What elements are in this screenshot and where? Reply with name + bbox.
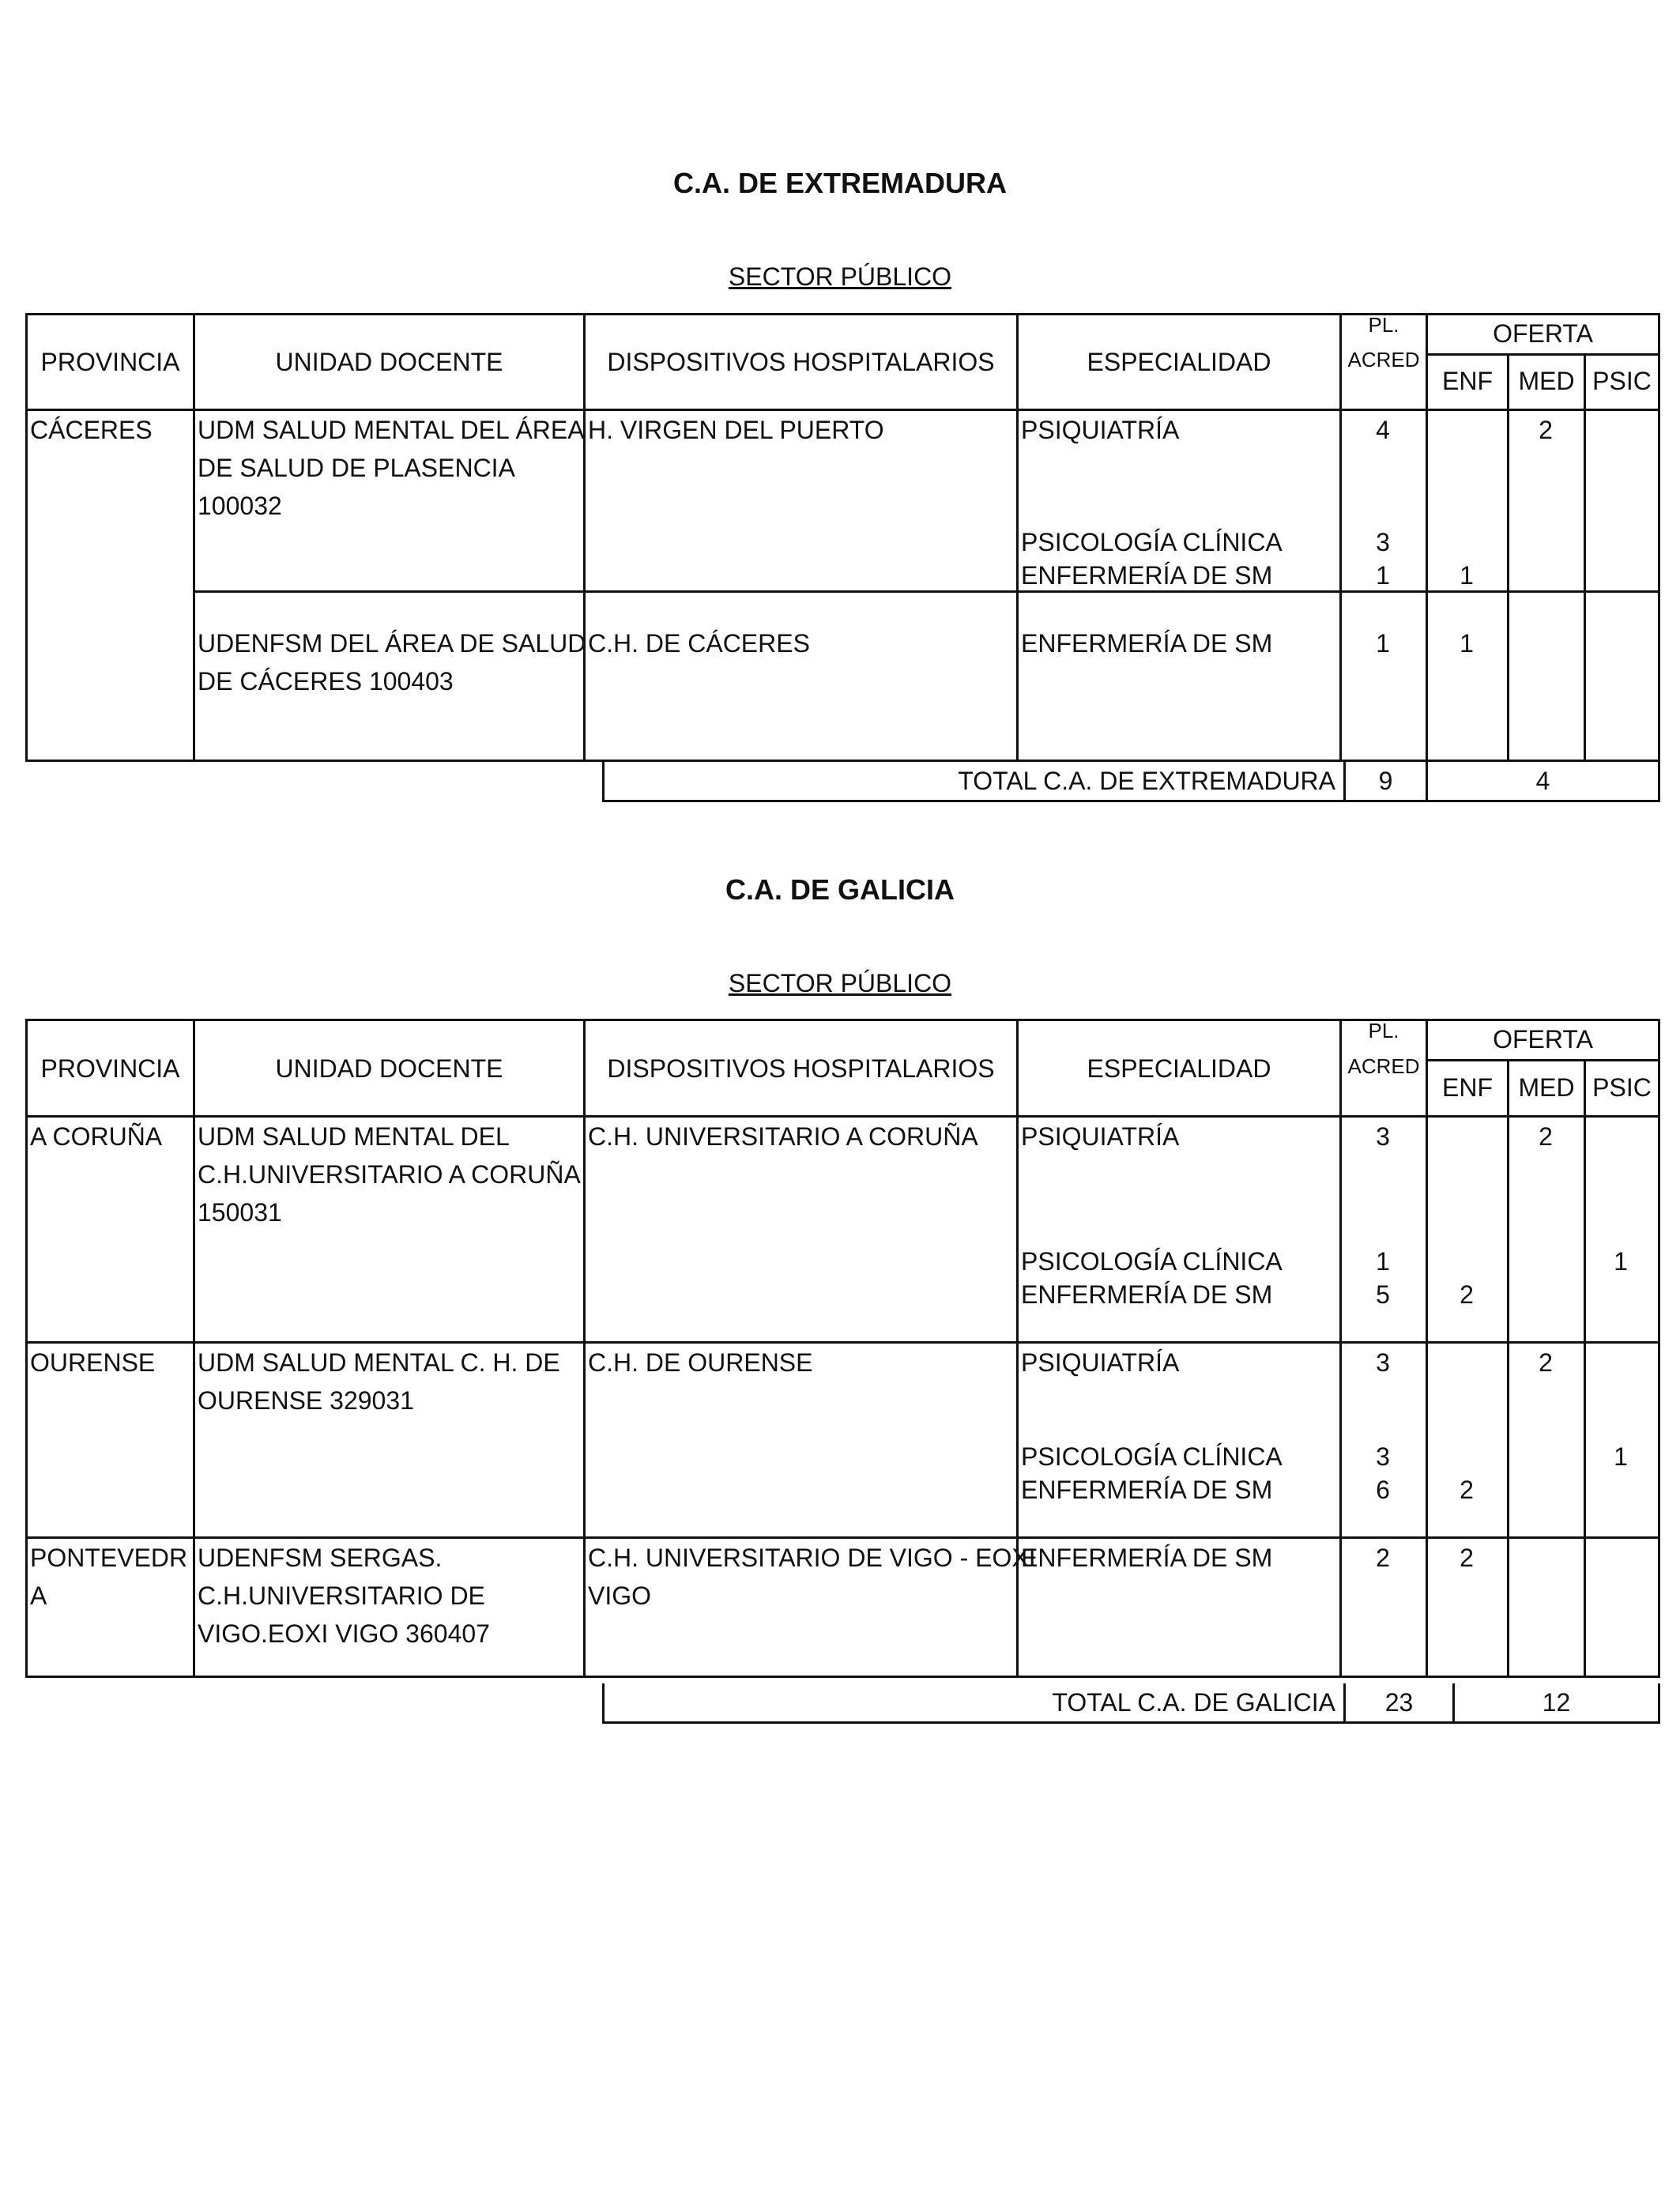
cell-acred: 5	[1376, 1280, 1390, 1309]
total-acred: 9	[1378, 767, 1393, 795]
section-subtitle: SECTOR PÚBLICO	[728, 969, 952, 997]
header-especialidad: ESPECIALIDAD	[1087, 1054, 1271, 1083]
cell-especialidad: PSIQUIATRÍA	[1021, 1348, 1180, 1377]
cell-acred: 6	[1376, 1476, 1390, 1504]
header-enf: ENF	[1442, 367, 1493, 395]
cell-unidad-docente: UDENFSM SERGAS.	[198, 1544, 443, 1572]
cell-provincia: OURENSE	[30, 1348, 156, 1377]
header-med: MED	[1518, 367, 1575, 395]
cell-med: 2	[1539, 1122, 1553, 1151]
cell-unidad-docente: C.H.UNIVERSITARIO DE	[198, 1581, 485, 1610]
cell-unidad-docente: 100032	[198, 492, 282, 520]
header-pl: PL.	[1368, 1019, 1399, 1042]
header-psic: PSIC	[1592, 1073, 1652, 1102]
cell-especialidad: ENFERMERÍA DE SM	[1021, 1280, 1273, 1309]
cell-especialidad: PSICOLOGÍA CLÍNICA	[1021, 1442, 1283, 1471]
cell-acred: 1	[1376, 1247, 1390, 1276]
cell-especialidad: PSICOLOGÍA CLÍNICA	[1021, 528, 1283, 556]
header-oferta: OFERTA	[1493, 1025, 1593, 1054]
cell-unidad-docente: VIGO.EOXI VIGO 360407	[198, 1619, 490, 1648]
header-dispositivos: DISPOSITIVOS HOSPITALARIOS	[607, 1054, 995, 1083]
cell-acred: 2	[1376, 1544, 1390, 1572]
cell-especialidad: PSIQUIATRÍA	[1021, 1122, 1180, 1151]
total-label: TOTAL C.A. DE EXTREMADURA	[958, 767, 1335, 795]
total-label: TOTAL C.A. DE GALICIA	[1052, 1688, 1335, 1717]
header-enf: ENF	[1442, 1073, 1493, 1102]
cell-provincia: CÁCERES	[30, 416, 153, 444]
cell-dispositivo: C.H. DE CÁCERES	[588, 629, 810, 658]
cell-dispositivo: C.H. UNIVERSITARIO DE VIGO - EOXI	[588, 1544, 1036, 1572]
cell-acred: 1	[1376, 629, 1390, 658]
cell-unidad-docente: OURENSE 329031	[198, 1386, 414, 1415]
cell-unidad-docente: UDENFSM DEL ÁREA DE SALUD	[198, 629, 586, 658]
cell-unidad-docente: DE SALUD DE PLASENCIA	[198, 454, 515, 482]
section-title: C.A. DE EXTREMADURA	[672, 167, 1007, 199]
total-oferta: 4	[1535, 767, 1550, 795]
cell-unidad-docente: C.H.UNIVERSITARIO A CORUÑA	[198, 1160, 581, 1189]
cell-provincia: A CORUÑA	[30, 1122, 163, 1151]
cell-enf: 1	[1460, 629, 1474, 658]
cell-acred: 1	[1376, 561, 1390, 590]
cell-unidad-docente: 150031	[198, 1198, 282, 1227]
cell-enf: 1	[1460, 561, 1474, 590]
cell-psic: 1	[1614, 1247, 1628, 1276]
cell-especialidad: ENFERMERÍA DE SM	[1021, 561, 1273, 590]
cell-med: 2	[1539, 1348, 1553, 1377]
cell-enf: 2	[1460, 1280, 1474, 1309]
cell-acred: 3	[1376, 528, 1390, 556]
cell-enf: 2	[1460, 1544, 1474, 1572]
cell-dispositivo: H. VIRGEN DEL PUERTO	[588, 416, 884, 444]
cell-dispositivo: VIGO	[588, 1581, 652, 1610]
header-provincia: PROVINCIA	[40, 1054, 180, 1083]
header-acred: ACRED	[1347, 348, 1420, 371]
header-oferta: OFERTA	[1493, 319, 1593, 348]
cell-especialidad: ENFERMERÍA DE SM	[1021, 629, 1273, 658]
cell-acred: 3	[1376, 1442, 1390, 1471]
cell-unidad-docente: UDM SALUD MENTAL C. H. DE	[198, 1348, 560, 1377]
cell-acred: 3	[1376, 1122, 1390, 1151]
section-subtitle: SECTOR PÚBLICO	[728, 262, 952, 291]
header-unidad-docente: UNIDAD DOCENTE	[275, 1054, 503, 1083]
cell-acred: 3	[1376, 1348, 1390, 1377]
cell-unidad-docente: UDM SALUD MENTAL DEL ÁREA	[198, 416, 585, 444]
cell-especialidad: ENFERMERÍA DE SM	[1021, 1544, 1273, 1572]
cell-psic: 1	[1614, 1442, 1628, 1471]
header-unidad-docente: UNIDAD DOCENTE	[275, 348, 503, 376]
header-provincia: PROVINCIA	[40, 348, 180, 376]
cell-provincia: PONTEVEDR	[30, 1544, 188, 1572]
total-acred: 23	[1384, 1688, 1414, 1717]
cell-enf: 2	[1460, 1476, 1474, 1504]
header-especialidad: ESPECIALIDAD	[1087, 348, 1271, 376]
header-dispositivos: DISPOSITIVOS HOSPITALARIOS	[607, 348, 995, 376]
cell-provincia: A	[30, 1581, 47, 1610]
cell-med: 2	[1539, 416, 1553, 444]
cell-acred: 4	[1376, 416, 1390, 444]
cell-unidad-docente: DE CÁCERES 100403	[198, 667, 454, 696]
cell-especialidad: PSICOLOGÍA CLÍNICA	[1021, 1247, 1283, 1276]
total-oferta: 12	[1542, 1688, 1571, 1717]
cell-especialidad: PSIQUIATRÍA	[1021, 416, 1180, 444]
header-acred: ACRED	[1347, 1054, 1420, 1078]
cell-unidad-docente: UDM SALUD MENTAL DEL	[198, 1122, 510, 1151]
header-med: MED	[1518, 1073, 1575, 1102]
cell-especialidad: ENFERMERÍA DE SM	[1021, 1476, 1273, 1504]
cell-dispositivo: C.H. UNIVERSITARIO A CORUÑA	[588, 1122, 978, 1151]
header-pl: PL.	[1368, 313, 1399, 337]
section-title: C.A. DE GALICIA	[725, 873, 955, 906]
cell-dispositivo: C.H. DE OURENSE	[588, 1348, 813, 1377]
header-psic: PSIC	[1592, 367, 1652, 395]
